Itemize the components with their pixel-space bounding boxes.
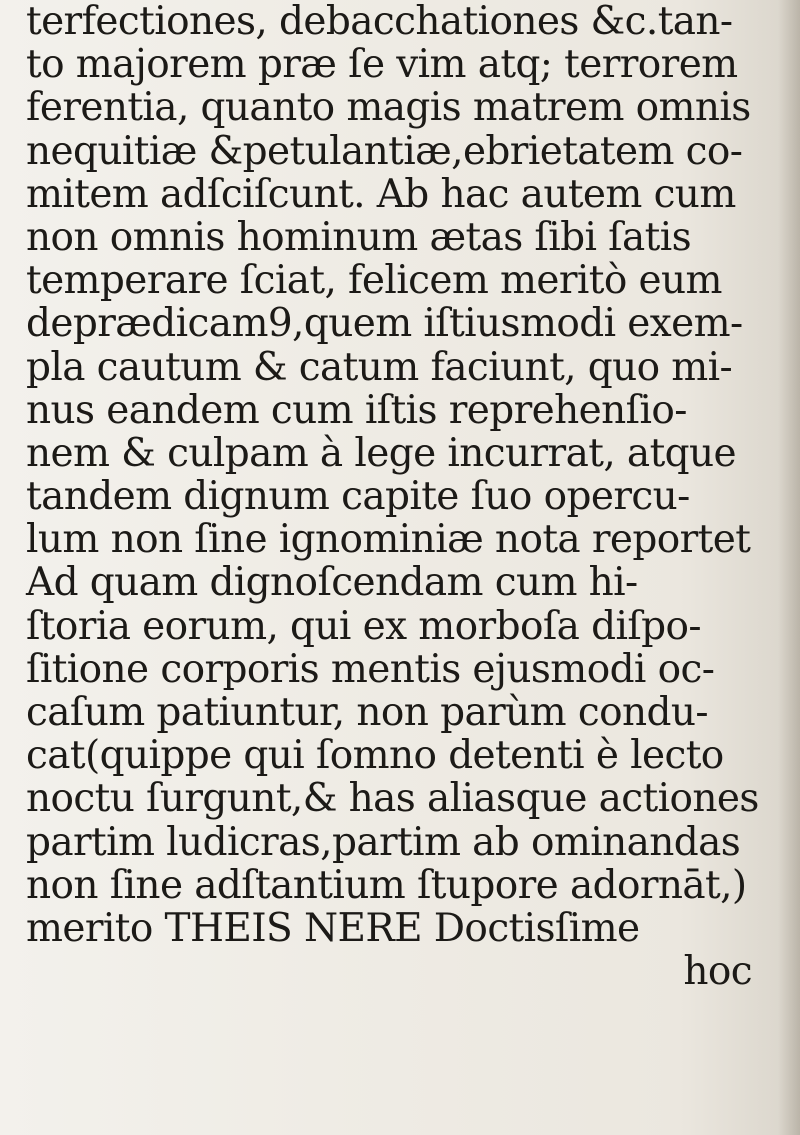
text-line-14: Ad quam dignoſcendam cum hi- [26, 560, 638, 606]
text-line-1: terfectiones, debacchationes &c.tan- [26, 0, 733, 44]
text-line-22: merito THEIS NERE Doctisſime [26, 905, 640, 951]
text-line-20: partim ludicras,partim ab ominandas [26, 819, 741, 865]
text-line-19: noctu ſurgunt,& has aliasque actiones [26, 776, 759, 822]
text-line-11: nem & culpam à lege incurrat, atque [26, 430, 737, 476]
text-line-15: ſtoria eorum, qui ex morboſa diſpo- [26, 603, 702, 649]
text-line-7: temperare ſciat, felicem meritò eum [26, 258, 722, 304]
text-line-3: ferentia, quanto magis matrem omnis [26, 85, 751, 131]
text-line-18: cat(quippe qui ſomno detenti è lecto [26, 733, 724, 779]
page-edge-shadow [778, 0, 800, 1135]
text-line-10: nus eandem cum iſtis reprehenſio- [26, 387, 687, 433]
catchword: hoc [683, 949, 752, 995]
text-line-5: mitem adſciſcunt. Ab hac autem cum [26, 171, 736, 217]
text-line-13: lum non ſine ignominiæ nota reportet [26, 517, 751, 563]
text-line-8: deprædicam9,quem iſtiusmodi exem- [26, 301, 743, 347]
text-line-6: non omnis hominum ætas ſibi ſatis [26, 214, 692, 260]
text-line-9: pla cautum & catum faciunt, quo mi- [26, 344, 733, 390]
latin-text-block [26, 0, 786, 993]
text-line-16: ſitione corporis mentis ejusmodi oc- [26, 646, 715, 692]
text-line-2: to majorem præ ſe vim atq; terrorem [26, 42, 738, 88]
text-line-4: nequitiæ &petulantiæ,ebrietatem co- [26, 128, 743, 174]
text-line-12: tandem dignum capite ſuo opercu- [26, 474, 690, 520]
text-line-21: non ſine adſtantium ſtupore adornāt,) [26, 862, 747, 908]
text-line-17: caſum patiuntur, non parùm condu- [26, 690, 708, 735]
